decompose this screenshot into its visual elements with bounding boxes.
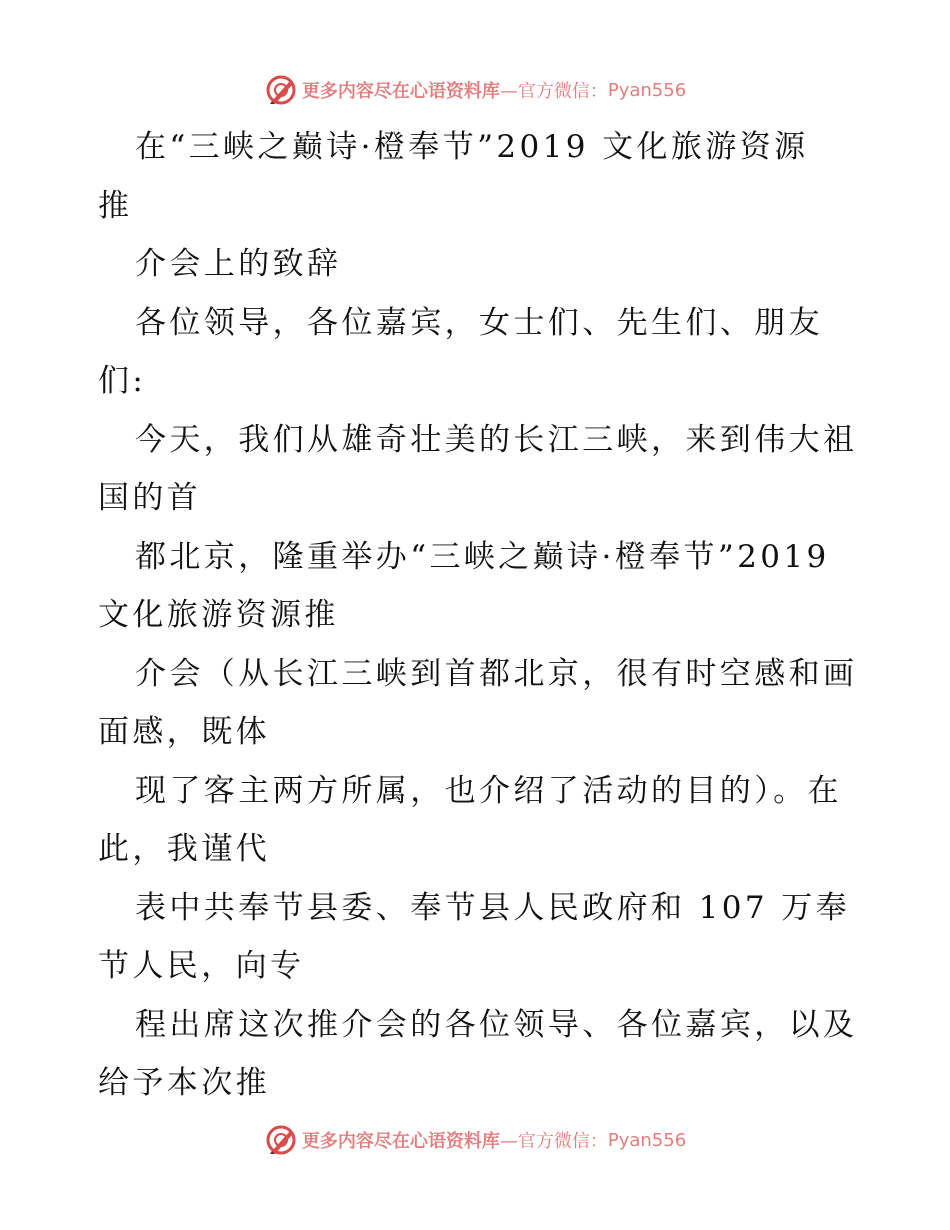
watermark-wechat-id: Pyan556 [607,1129,687,1151]
text-line: 都北京，隆重举办“三峡之巅诗·橙奉节”2019 [135,538,830,575]
text-line: 介会上的致辞 [135,246,342,282]
watermark-sep-text: —官方微信： [499,1131,608,1152]
watermark-main-text: 更多内容尽在心语资料库 [301,81,500,102]
text-line: 们: [98,363,147,399]
text-line: 在“三峡之巅诗·橙奉节”2019 文化旅游资源 [135,129,809,165]
watermark-main-text: 更多内容尽在心语资料库 [301,1131,500,1152]
text-line: 各位领导，各位嘉宾，女士们、先生们、朋友 [135,304,823,341]
text-line: 推 [98,187,133,224]
header-watermark [0,70,950,110]
text-line: 文化旅游资源推 [98,597,339,633]
footer-watermark [0,1120,950,1160]
watermark-wechat-id: Pyan556 [607,79,687,101]
text-line: 给予本次推 [98,1065,270,1101]
watermark-sep-text: —官方微信： [499,81,608,102]
text-line: 现了客主两方所属，也介绍了活动的目的）。在 [135,772,842,809]
text-line: 程出席这次推介会的各位领导、各位嘉宾，以及 [135,1006,858,1043]
text-line: 今天，我们从雄奇壮美的长江三峡，来到伟大祖 [135,421,858,458]
text-line: 国的首 [98,480,202,516]
text-line: 表中共奉节县委、奉节县人民政府和 107 万奉 [135,889,851,926]
speech-body [98,118,858,1113]
pen-logo-icon [264,73,298,107]
text-line: 节人民，向专 [98,948,305,984]
text-line: 介会（从长江三峡到首都北京，很有时空感和画 [135,655,858,692]
text-line: 面感，既体 [98,714,270,750]
text-line: 此，我谨代 [98,831,270,867]
pen-logo-icon [264,1123,298,1157]
